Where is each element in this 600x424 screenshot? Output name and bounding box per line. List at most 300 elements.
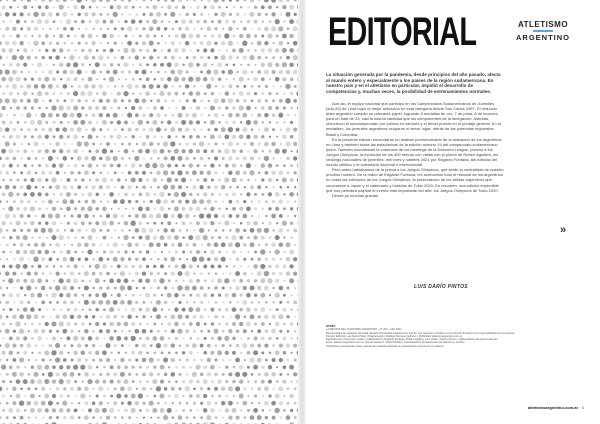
- pattern-dot: [35, 128, 38, 131]
- pattern-dot: [261, 63, 265, 67]
- pattern-dot: [52, 365, 55, 368]
- pattern-dot: [135, 84, 139, 88]
- pattern-dot: [59, 235, 64, 240]
- pattern-dot: [262, 121, 264, 123]
- pattern-dot: [20, 272, 23, 275]
- pattern-dot: [114, 186, 116, 188]
- pattern-dot: [172, 114, 174, 116]
- pattern-dot: [142, 27, 145, 30]
- pattern-dot: [149, 401, 154, 406]
- pattern-dot: [235, 372, 240, 377]
- pattern-dot: [174, 307, 178, 311]
- pattern-dot: [218, 106, 222, 110]
- pattern-dot: [81, 5, 85, 9]
- pattern-dot: [204, 6, 207, 9]
- pattern-dot: [279, 243, 284, 248]
- pattern-dot: [174, 62, 179, 67]
- pattern-dot: [17, 352, 20, 355]
- pattern-dot: [89, 222, 92, 225]
- pattern-dot: [192, 185, 196, 189]
- pattern-dot: [67, 121, 70, 124]
- pattern-dot: [2, 409, 5, 412]
- pattern-dot: [171, 387, 175, 391]
- pattern-dot: [30, 408, 35, 413]
- pattern-dot: [33, 141, 38, 146]
- pattern-dot: [160, 365, 165, 370]
- pattern-dot: [200, 416, 203, 419]
- pattern-dot: [92, 114, 95, 117]
- pattern-dot: [228, 69, 233, 74]
- pattern-dot: [45, 5, 49, 9]
- pattern-dot: [99, 329, 103, 333]
- pattern-dot: [113, 300, 118, 305]
- pattern-dot: [208, 316, 210, 318]
- pattern-dot: [250, 242, 255, 247]
- pattern-dot: [59, 408, 64, 413]
- pattern-dot: [253, 120, 258, 125]
- pattern-dot: [167, 221, 171, 225]
- pattern-dot: [121, 316, 123, 318]
- pattern-dot: [128, 272, 131, 275]
- pattern-dot: [235, 386, 240, 391]
- pattern-dot: [96, 394, 99, 397]
- footer-site-link[interactable]: atletismoargentino.com.ar: [528, 405, 579, 410]
- pattern-dot: [26, 113, 31, 118]
- pattern-dot: [218, 150, 221, 153]
- pattern-dot: [165, 316, 167, 318]
- pattern-dot: [211, 322, 214, 325]
- pattern-dot: [175, 222, 177, 224]
- pattern-dot: [254, 34, 257, 37]
- pattern-dot: [95, 264, 100, 269]
- pattern-dot: [215, 85, 217, 87]
- pattern-dot: [276, 337, 278, 339]
- pattern-dot: [74, 408, 78, 412]
- pattern-dot: [124, 120, 128, 124]
- pattern-dot: [49, 171, 52, 174]
- pattern-dot: [10, 251, 12, 253]
- pattern-dot: [282, 77, 286, 81]
- pattern-dot: [142, 214, 147, 219]
- pattern-dot: [1, 48, 5, 52]
- pattern-dot: [70, 315, 74, 319]
- pattern-dot: [229, 301, 231, 303]
- pattern-dot: [146, 380, 149, 383]
- pattern-dot: [246, 192, 250, 196]
- pattern-dot: [102, 177, 107, 182]
- pattern-dot: [78, 200, 80, 202]
- pattern-dot: [27, 200, 30, 203]
- pattern-dot: [258, 172, 260, 174]
- pattern-dot: [225, 121, 228, 124]
- pattern-dot: [163, 185, 168, 190]
- pattern-dot: [149, 214, 154, 219]
- pattern-dot: [66, 293, 71, 298]
- pattern-dot: [9, 164, 13, 168]
- pattern-dot: [207, 0, 211, 2]
- pattern-dot: [219, 93, 221, 95]
- pattern-dot: [207, 171, 211, 175]
- pattern-dot: [124, 221, 128, 225]
- pattern-dot: [193, 13, 196, 16]
- pattern-dot: [103, 308, 106, 311]
- pattern-dot: [260, 264, 265, 269]
- pattern-dot: [156, 113, 161, 118]
- pattern-dot: [200, 100, 202, 102]
- pattern-dot: [177, 285, 182, 290]
- pattern-dot: [66, 365, 70, 369]
- pattern-dot: [171, 200, 174, 203]
- pattern-dot: [19, 329, 24, 334]
- pattern-dot: [189, 207, 193, 211]
- pattern-dot: [261, 365, 265, 369]
- pattern-dot: [37, 293, 42, 298]
- pattern-dot: [30, 293, 35, 298]
- next-page-arrow-icon[interactable]: »: [560, 224, 565, 236]
- pattern-dot: [282, 178, 287, 183]
- pattern-dot: [168, 395, 171, 398]
- pattern-dot: [218, 323, 221, 326]
- pattern-dot: [30, 206, 35, 211]
- pattern-dot: [164, 301, 168, 305]
- pattern-dot: [271, 171, 275, 175]
- pattern-dot: [254, 193, 257, 196]
- pattern-dot: [171, 243, 175, 247]
- pattern-dot: [286, 315, 290, 319]
- pattern-dot: [67, 178, 71, 182]
- pattern-dot: [26, 343, 31, 348]
- pattern-dot: [107, 28, 109, 30]
- pattern-dot: [204, 323, 207, 326]
- pattern-dot: [132, 280, 134, 282]
- pattern-dot: [2, 221, 6, 225]
- pattern-dot: [177, 314, 182, 319]
- pattern-dot: [21, 0, 23, 1]
- pattern-dot: [222, 301, 224, 303]
- pattern-dot: [92, 243, 96, 247]
- pattern-dot: [196, 63, 199, 66]
- pattern-dot: [62, 12, 67, 17]
- pattern-dot: [171, 0, 175, 2]
- pattern-dot: [287, 42, 289, 44]
- pattern-dot: [149, 84, 154, 89]
- pattern-dot: [264, 127, 269, 132]
- pattern-dot: [121, 344, 124, 347]
- pattern-dot: [16, 408, 20, 412]
- pattern-dot: [99, 257, 104, 262]
- pattern-dot: [157, 373, 160, 376]
- pattern-dot: [116, 394, 121, 399]
- pattern-dot: [74, 164, 78, 168]
- pattern-dot: [214, 185, 218, 189]
- pattern-dot: [120, 199, 125, 204]
- pattern-dot: [103, 20, 107, 24]
- pattern-dot: [135, 258, 138, 261]
- pattern-dot: [157, 416, 159, 418]
- pattern-dot: [159, 278, 164, 283]
- pattern-dot: [210, 250, 215, 255]
- pattern-dot: [268, 192, 272, 196]
- pattern-dot: [0, 113, 3, 118]
- pattern-dot: [107, 13, 110, 16]
- pattern-dot: [16, 293, 20, 297]
- pattern-dot: [161, 6, 163, 8]
- pattern-dot: [28, 330, 30, 332]
- pattern-dot: [283, 365, 287, 369]
- pattern-dot: [110, 63, 113, 66]
- pattern-dot: [283, 164, 286, 167]
- pattern-dot: [276, 121, 279, 124]
- pattern-dot: [26, 185, 31, 190]
- pattern-dot: [127, 185, 131, 189]
- pattern-dot: [95, 337, 99, 341]
- pattern-dot: [247, 337, 250, 340]
- pattern-dot: [247, 395, 249, 397]
- pattern-dot: [48, 199, 53, 204]
- pattern-dot: [287, 114, 290, 117]
- pattern-dot: [287, 200, 289, 202]
- pattern-dot: [293, 344, 297, 348]
- pattern-dot: [103, 236, 107, 240]
- pattern-dot: [24, 20, 27, 23]
- pattern-dot: [111, 294, 113, 296]
- pattern-dot: [272, 200, 275, 203]
- pattern-dot: [91, 228, 96, 233]
- pattern-dot: [23, 63, 27, 67]
- pattern-dot: [243, 200, 246, 203]
- pattern-dot: [107, 128, 109, 130]
- pattern-dot: [111, 208, 113, 210]
- pattern-dot: [34, 329, 39, 334]
- pattern-dot: [157, 186, 160, 189]
- pattern-dot: [116, 336, 121, 341]
- pattern-dot: [262, 222, 264, 224]
- pattern-dot: [35, 114, 37, 116]
- pattern-dot: [77, 69, 82, 74]
- pattern-dot: [167, 164, 171, 168]
- pattern-dot: [78, 85, 81, 88]
- pattern-dot: [19, 55, 24, 60]
- pattern-dot: [27, 214, 31, 218]
- pattern-dot: [59, 63, 63, 67]
- pattern-dot: [233, 395, 236, 398]
- pattern-dot: [165, 42, 167, 44]
- pattern-dot: [182, 409, 185, 412]
- staff-line: LA REVISTA DEL ATLETISMO ARGENTINO - Nº 224 - Julio 2021: [326, 328, 402, 332]
- pattern-dot: [262, 150, 264, 152]
- pattern-dot: [249, 55, 254, 60]
- pattern-dot: [168, 366, 170, 368]
- pattern-dot: [170, 185, 175, 190]
- pattern-dot: [38, 351, 41, 354]
- pattern-dot: [20, 27, 23, 30]
- pattern-dot: [16, 135, 20, 139]
- pattern-dot: [41, 0, 45, 2]
- pattern-dot: [56, 171, 60, 175]
- pattern-dot: [225, 20, 229, 24]
- pattern-dot: [154, 395, 157, 398]
- pattern-dot: [53, 20, 56, 23]
- pattern-dot: [286, 70, 290, 74]
- pattern-dot: [41, 171, 45, 175]
- pattern-dot: [279, 286, 284, 291]
- pattern-dot: [9, 149, 13, 153]
- pattern-dot: [56, 372, 60, 376]
- pattern-dot: [84, 415, 89, 420]
- pattern-dot: [121, 42, 123, 44]
- pattern-dot: [218, 135, 222, 139]
- pattern-dot: [211, 193, 214, 196]
- pattern-dot: [164, 0, 168, 2]
- pattern-dot: [247, 279, 250, 282]
- pattern-dot: [77, 185, 81, 189]
- pattern-dot: [120, 386, 125, 391]
- pattern-dot: [13, 358, 17, 362]
- pattern-dot: [183, 337, 185, 339]
- pattern-dot: [106, 142, 110, 146]
- pattern-dot: [63, 70, 67, 74]
- pattern-dot: [193, 142, 196, 145]
- pattern-dot: [257, 228, 262, 233]
- pattern-dot: [21, 71, 23, 73]
- pattern-dot: [124, 5, 128, 9]
- staff-line: Director Editorial: Luis Darío Pintos / Diagramación: Rodrigo Fontana / Edición y Publicidad: atletismoargentino.com.ar: [326, 334, 462, 338]
- pattern-dot: [228, 372, 232, 376]
- pattern-dot: [264, 372, 269, 377]
- pattern-dot: [60, 92, 62, 94]
- pattern-dot: [264, 41, 268, 45]
- pattern-dot: [246, 221, 251, 226]
- pattern-dot: [127, 315, 131, 319]
- pattern-dot: [229, 359, 231, 361]
- pattern-dot: [78, 28, 80, 30]
- pattern-dot: [156, 314, 161, 319]
- pattern-dot: [177, 329, 182, 334]
- pattern-dot: [142, 373, 146, 377]
- pattern-dot: [109, 408, 114, 413]
- pattern-dot: [175, 6, 178, 9]
- pattern-dot: [77, 127, 82, 132]
- pattern-dot: [135, 13, 138, 16]
- pattern-dot: [192, 257, 197, 262]
- pattern-dot: [135, 42, 138, 45]
- pattern-dot: [38, 107, 40, 109]
- pattern-dot: [46, 309, 48, 311]
- pattern-dot: [125, 179, 127, 181]
- pattern-dot: [177, 69, 182, 74]
- pattern-dot: [42, 71, 44, 73]
- pattern-dot: [294, 171, 297, 174]
- pattern-dot: [135, 200, 138, 203]
- pattern-dot: [55, 343, 60, 348]
- pattern-dot: [23, 279, 27, 283]
- pattern-dot: [77, 243, 82, 248]
- pattern-dot: [243, 55, 247, 59]
- pattern-dot: [164, 272, 167, 275]
- pattern-dot: [91, 84, 95, 88]
- pattern-dot: [114, 387, 117, 390]
- pattern-dot: [125, 352, 127, 354]
- pattern-dot: [264, 314, 269, 319]
- pattern-dot: [21, 157, 23, 159]
- pattern-dot: [85, 42, 88, 45]
- pattern-dot: [81, 221, 85, 225]
- pattern-dot: [229, 229, 232, 232]
- pattern-dot: [201, 28, 203, 30]
- pattern-dot: [60, 207, 63, 210]
- pattern-dot: [290, 352, 292, 354]
- pattern-dot: [2, 208, 4, 210]
- pattern-dot: [236, 143, 239, 146]
- pattern-dot: [268, 92, 271, 95]
- pattern-dot: [265, 57, 267, 59]
- pattern-dot: [193, 416, 195, 418]
- pattern-dot: [196, 221, 200, 225]
- pattern-dot: [138, 236, 142, 240]
- pattern-dot: [0, 386, 2, 391]
- pattern-dot: [53, 135, 56, 138]
- pattern-dot: [74, 178, 77, 181]
- pattern-dot: [117, 251, 120, 254]
- pattern-dot: [237, 28, 239, 30]
- pattern-dot: [84, 300, 89, 305]
- pattern-dot: [63, 416, 66, 419]
- pattern-dot: [236, 416, 240, 420]
- pattern-dot: [190, 179, 192, 181]
- pattern-dot: [207, 143, 210, 146]
- pattern-dot: [41, 300, 45, 304]
- pattern-dot: [181, 33, 186, 38]
- pattern-dot: [20, 85, 24, 89]
- pattern-dot: [81, 279, 84, 282]
- pattern-dot: [189, 322, 193, 326]
- pattern-dot: [197, 337, 200, 340]
- pattern-dot: [121, 56, 125, 60]
- pattern-dot: [228, 329, 232, 333]
- pattern-dot: [232, 307, 237, 312]
- pattern-dot: [185, 41, 189, 45]
- pattern-dot: [189, 91, 193, 95]
- pattern-dot: [197, 352, 199, 354]
- pattern-dot: [289, 365, 294, 370]
- pattern-dot: [128, 200, 131, 203]
- pattern-dot: [24, 323, 26, 325]
- pattern-dot: [157, 157, 159, 159]
- pattern-dot: [131, 48, 136, 53]
- pattern-dot: [175, 121, 178, 124]
- pattern-dot: [272, 99, 275, 102]
- pattern-dot: [5, 27, 9, 31]
- pattern-dot: [17, 179, 20, 182]
- pattern-dot: [243, 272, 247, 276]
- pattern-dot: [149, 41, 154, 46]
- pattern-dot: [2, 63, 5, 66]
- pattern-dot: [96, 251, 98, 253]
- pattern-dot: [242, 127, 247, 132]
- pattern-dot: [110, 20, 114, 24]
- pattern-dot: [146, 366, 149, 369]
- pattern-dot: [214, 242, 219, 247]
- pattern-dot: [63, 99, 66, 102]
- pattern-dot: [33, 41, 38, 46]
- pattern-dot: [8, 192, 13, 197]
- pattern-dot: [27, 99, 31, 103]
- pattern-dot: [0, 228, 3, 233]
- pattern-dot: [124, 278, 129, 283]
- pattern-dot: [0, 402, 1, 404]
- pattern-dot: [293, 272, 297, 276]
- pattern-dot: [60, 121, 63, 124]
